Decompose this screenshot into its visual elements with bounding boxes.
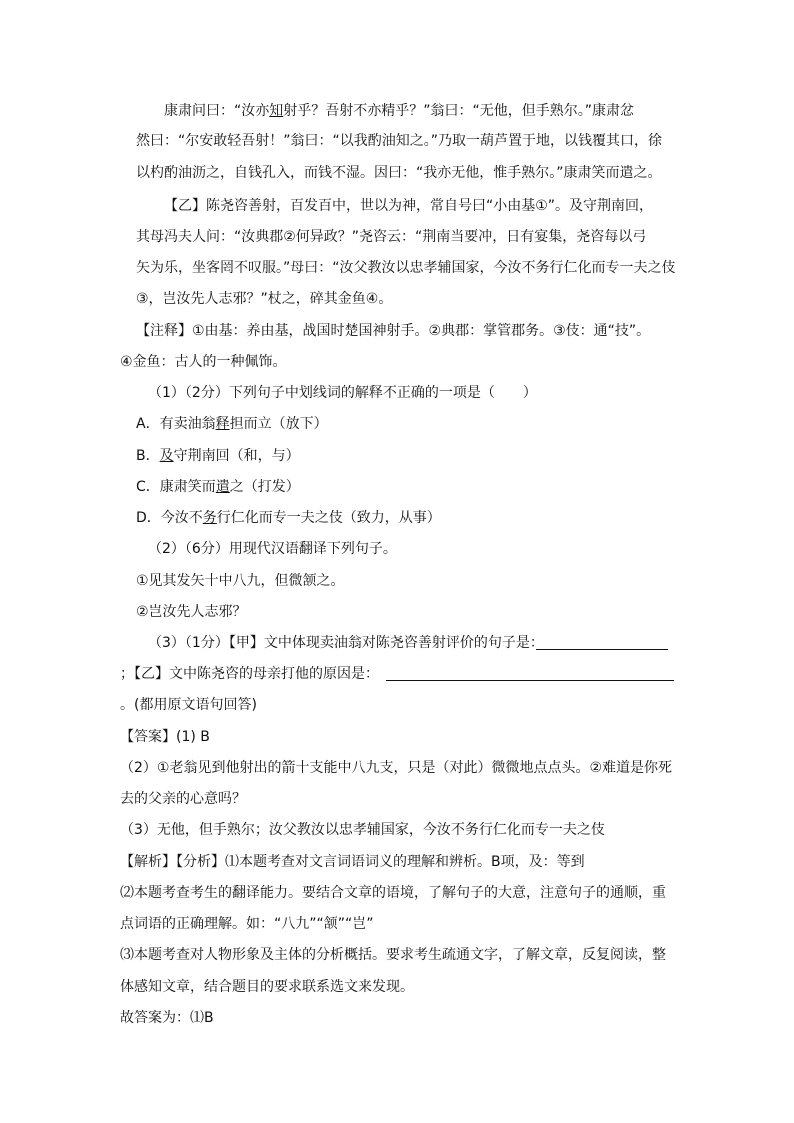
- passage-yi-line-3: 矢为乐，坐客罔不叹服。”母曰：“汝父教汝以忠孝辅国家，今汝不务行仁化而专一夫之伎: [136, 260, 676, 276]
- passage-yi-line-4: ③，岂汝先人志邪？”杖之，碎其金鱼④。: [136, 291, 393, 307]
- q1-stem: （1）（2分）下列句子中划线词的解释不正确的一项是（ ）: [148, 385, 537, 401]
- q3-line-2: ；【乙】文中陈尧咨的母亲打他的原因是：: [120, 666, 379, 682]
- analysis-line-6: 故答案为：⑴B: [120, 1010, 214, 1026]
- answer-2-line-2: 去的父亲的心意吗？: [120, 791, 246, 807]
- answer-3: （3）无他，但手熟尔；汝父教汝以忠孝辅国家，今汝不务行仁化而专一夫之伎: [120, 822, 605, 838]
- underlined-word: 知: [269, 103, 284, 119]
- analysis-line-4: ⑶本题考查对人物形象及主体的分析概括。要求考生疏通文字，了解文章，反复阅读，整: [120, 947, 666, 963]
- answer-blank-1[interactable]: [536, 635, 668, 650]
- q2-stem: （2）（6分）用现代汉语翻译下列句子。: [148, 541, 397, 557]
- q1-option-a: A．有卖油翁释担而立（放下）: [136, 416, 328, 432]
- q2-sentence-2: ②岂汝先人志邪？: [136, 604, 247, 620]
- analysis-line-5: 体感知文章，结合题目的要求联系选文来发现。: [120, 979, 414, 995]
- passage-jia-line-1: 康肃问曰：“汝亦知射乎？吾射不亦精乎？”翁曰：“无他，但手熟尔。”康肃忿: [164, 103, 635, 119]
- analysis-line-2: ⑵本题考查考生的翻译能力。要结合文章的语境，了解句子的大意，注意句子的通顺，重: [120, 885, 666, 901]
- notes-line-1: 【注释】①由基：养由基，战国时楚国神射手。②典郡：掌管郡务。③伎：通“技”。: [136, 323, 651, 339]
- passage-yi-line-2: 其母冯夫人问：“汝典郡②何异政？”尧咨云：“荆南当要冲，日有宴集，尧咨每以弓: [136, 229, 647, 245]
- answer-blank-2[interactable]: [386, 666, 674, 681]
- analysis-line-1: 【解析】【分析】⑴本题考查对文言词语词义的理解和辨析。B项，及：等到: [120, 854, 585, 870]
- passage-yi-line-1: 【乙】陈尧咨善射，百发百中，世以为神，常自号曰“小由基①”。及守荆南回，: [164, 198, 654, 214]
- notes-line-2: ④金鱼：古人的一种佩饰。: [120, 354, 287, 370]
- q1-option-b: B．及守荆南回（和，与）: [136, 448, 300, 464]
- analysis-line-3: 点词语的正确理解。如：“八九”“颔”“岂”: [120, 916, 374, 932]
- answer-2-line-1: （2）①老翁见到他射出的箭十支能中八九支，只是（对此）微微地点点头。②难道是你死: [120, 760, 673, 776]
- q2-sentence-1: ①见其发矢十中八九，但微颔之。: [136, 573, 345, 589]
- q1-option-c: C．康肃笑而遣之（打发）: [136, 479, 300, 495]
- q3-line-1: （3）（1分）【甲】文中体现卖油翁对陈尧咨善射评价的句子是：: [148, 635, 544, 651]
- q1-option-d: D．今汝不务行仁化而专一夫之伎（致力，从事）: [136, 510, 441, 526]
- q3-line-3: 。(都用原文语句回答): [120, 697, 257, 713]
- passage-jia-line-2: 然曰：“尔安敢轻吾射！”翁曰：“以我酌油知之。”乃取一葫芦置于地，以钱覆其口，徐: [136, 133, 663, 149]
- passage-jia-line-3: 以杓酌油沥之，自钱孔入，而钱不湿。因曰：“我亦无他，惟手熟尔。”康肃笑而遣之。: [136, 165, 662, 181]
- answer-label: 【答案】(1) B: [120, 729, 210, 745]
